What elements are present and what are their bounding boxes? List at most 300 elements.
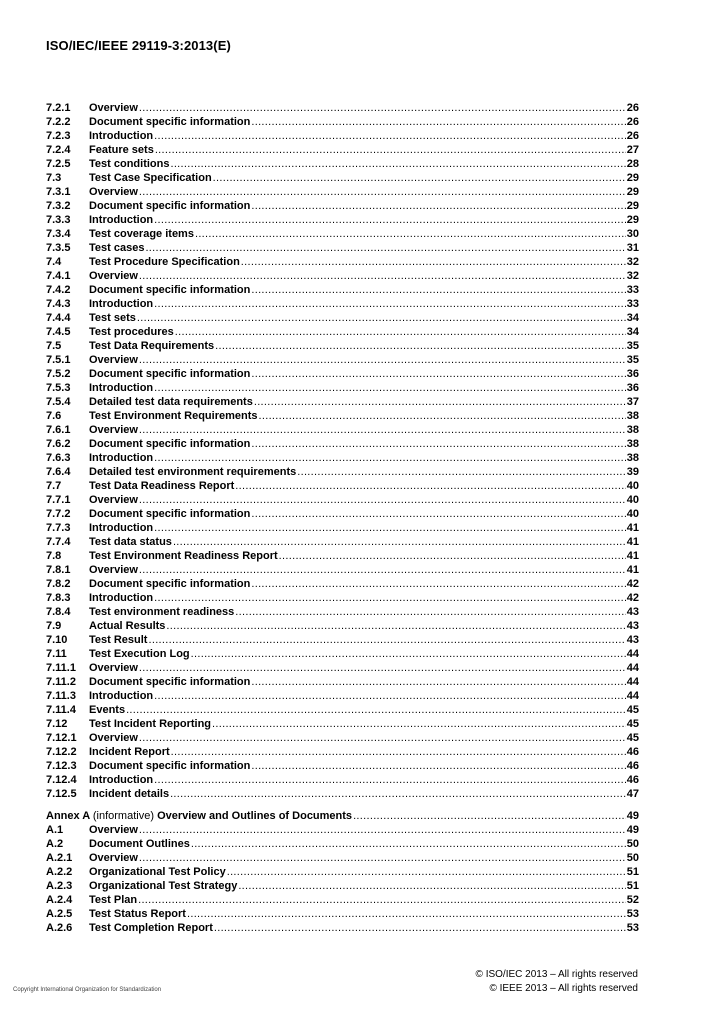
toc-entry-page-number: 29 [626, 172, 639, 184]
toc-entry[interactable] [46, 717, 639, 731]
toc-entry-page-number: 43 [626, 606, 639, 618]
toc-entry-title: Organizational Test Policy [89, 866, 226, 878]
toc-leader-dots [155, 143, 626, 157]
toc-leader-dots [235, 605, 625, 619]
toc-entry-number: 7.5.2 [46, 368, 71, 380]
toc-leader-dots [148, 633, 625, 647]
toc-entry[interactable] [46, 129, 639, 143]
toc-leader-dots [138, 893, 626, 907]
annex-title: Overview and Outlines of Documents [157, 810, 353, 822]
toc-entry[interactable] [46, 563, 639, 577]
toc-entry-page-number: 46 [626, 746, 639, 758]
toc-leader-dots [126, 703, 626, 717]
toc-entry-page-number: 42 [626, 592, 639, 604]
toc-entry-page-number: 51 [626, 866, 639, 878]
toc-entry[interactable] [46, 255, 639, 269]
toc-entry[interactable] [46, 311, 639, 325]
toc-leader-dots [154, 591, 626, 605]
toc-entry-number: 7.2.4 [46, 144, 71, 156]
toc-leader-dots [139, 353, 626, 367]
toc-leader-dots [251, 577, 625, 591]
toc-entry-number: 7.8 [46, 550, 62, 562]
toc-entry[interactable] [46, 703, 639, 717]
toc-entry-title: Test Completion Report [89, 922, 213, 934]
toc-entry-number: 7.12.2 [46, 746, 77, 758]
toc-entry-number: 7.12.1 [46, 732, 77, 744]
toc-entry-title: Test Environment Readiness Report [89, 550, 278, 562]
toc-entry-title: Test environment readiness [89, 606, 235, 618]
toc-entry-page-number: 44 [626, 648, 639, 660]
toc-entry[interactable] [46, 619, 639, 633]
toc-leader-dots [227, 865, 626, 879]
toc-entry-title: Introduction [89, 452, 154, 464]
toc-entry-title: Document specific information [89, 200, 251, 212]
toc-entry-page-number: 26 [626, 102, 639, 114]
toc-entry[interactable] [46, 227, 639, 241]
toc-entry-number: 7.11 [46, 648, 67, 660]
toc-entry-number: A.2 [46, 838, 64, 850]
toc-leader-dots [170, 157, 625, 171]
toc-leader-dots [191, 647, 626, 661]
toc-entry-number: 7.3.1 [46, 186, 71, 198]
toc-entry[interactable] [46, 605, 639, 619]
toc-entry-number: 7.12 [46, 718, 68, 730]
toc-entry-number: 7.3.5 [46, 242, 71, 254]
toc-entry-page-number: 38 [626, 424, 639, 436]
toc-entry-page-number: 40 [626, 494, 639, 506]
toc-leader-dots [154, 297, 626, 311]
toc-entry-title: Overview [89, 824, 138, 836]
toc-leader-dots [215, 339, 626, 353]
toc-entry-page-number: 53 [626, 908, 639, 920]
toc-entry-page-number: 26 [626, 116, 639, 128]
toc-entry-title: Document specific information [89, 508, 251, 520]
toc-entry-title: Introduction [89, 214, 154, 226]
toc-entry-number: A.1 [46, 824, 64, 836]
toc-entry-title: Test data status [89, 536, 172, 548]
toc-entry-number: 7.4.1 [46, 270, 71, 282]
toc-entry-page-number: 41 [626, 564, 639, 576]
toc-entry-number: 7.8.1 [46, 564, 71, 576]
toc-entry-number: 7.5.1 [46, 354, 71, 366]
toc-entry-number: 7.2.5 [46, 158, 71, 170]
toc-entry[interactable] [46, 689, 639, 703]
toc-entry-page-number: 33 [626, 284, 639, 296]
toc-entry-title: Overview [89, 732, 138, 744]
toc-entry-number: A.2.5 [46, 908, 73, 920]
toc-entry-number: A.2.2 [46, 866, 73, 878]
toc-entry-page-number: 51 [626, 880, 639, 892]
toc-entry-page-number: 47 [626, 788, 639, 800]
toc-leader-dots [154, 129, 626, 143]
toc-entry-title: Test Status Report [89, 908, 186, 920]
toc-entry-page-number: 44 [626, 676, 639, 688]
toc-leader-dots [251, 759, 625, 773]
toc-entry-page-number: 45 [626, 704, 639, 716]
toc-entry-page-number: 49 [626, 824, 639, 836]
annex-informative-tag: (informative) [92, 810, 154, 822]
toc-leader-dots [139, 493, 626, 507]
toc-entry[interactable] [46, 493, 639, 507]
toc-entry-title: Document specific information [89, 116, 251, 128]
toc-entry-title: Test Execution Log [89, 648, 190, 660]
toc-entry-title: Test coverage items [89, 228, 194, 240]
toc-leader-dots [259, 409, 626, 423]
toc-entry-title: Test Result [89, 634, 148, 646]
toc-leader-dots [139, 851, 626, 865]
document-header-title: ISO/IEC/IEEE 29119-3:2013(E) [46, 38, 231, 53]
toc-entry[interactable] [46, 591, 639, 605]
toc-entry[interactable] [46, 451, 639, 465]
toc-entry-page-number: 36 [626, 382, 639, 394]
toc-leader-dots [212, 717, 626, 731]
toc-entry-title: Introduction [89, 522, 154, 534]
toc-leader-dots [235, 479, 625, 493]
toc-entry-page-number: 53 [626, 922, 639, 934]
toc-entry-title: Overview [89, 186, 138, 198]
toc-entry[interactable] [46, 549, 639, 563]
toc-entry[interactable] [46, 423, 639, 437]
toc-entry-number: 7.11.3 [46, 690, 76, 702]
toc-entry[interactable] [46, 325, 639, 339]
toc-entry[interactable] [46, 731, 639, 745]
footer-ieee-copyright: © IEEE 2013 – All rights reserved [489, 983, 638, 994]
toc-entry-number: 7.3.4 [46, 228, 71, 240]
toc-entry-title: Overview [89, 662, 138, 674]
toc-entry-title: Overview [89, 354, 138, 366]
toc-entry[interactable] [46, 437, 639, 451]
toc-entry-number: 7.6 [46, 410, 62, 422]
toc-entry-number: 7.3.3 [46, 214, 71, 226]
toc-entry-page-number: 34 [626, 326, 639, 338]
toc-entry-page-number: 42 [626, 578, 639, 590]
toc-entry[interactable] [46, 745, 639, 759]
toc-entry-page-number: 43 [626, 620, 639, 632]
toc-entry-title: Overview [89, 564, 138, 576]
toc-entry-title: Actual Results [89, 620, 166, 632]
toc-entry-number: 7.12.4 [46, 774, 77, 786]
toc-entry-page-number: 36 [626, 368, 639, 380]
toc-entry[interactable] [46, 241, 639, 255]
toc-entry[interactable] [46, 115, 639, 129]
toc-entry-page-number: 31 [626, 242, 639, 254]
toc-leader-dots [279, 549, 626, 563]
toc-entry-title: Test Incident Reporting [89, 718, 212, 730]
toc-entry-number: 7.4 [46, 256, 62, 268]
toc-entry-title: Organizational Test Strategy [89, 880, 238, 892]
toc-entry[interactable] [46, 759, 639, 773]
toc-entry-number: 7.7.4 [46, 536, 71, 548]
toc-entry-page-number: 39 [626, 466, 639, 478]
toc-entry[interactable] [46, 675, 639, 689]
toc-entry[interactable] [46, 353, 639, 367]
toc-leader-dots [166, 619, 625, 633]
toc-entry-page-number: 44 [626, 690, 639, 702]
toc-entry-page-number: 50 [626, 838, 639, 850]
toc-entry-number: 7.11.2 [46, 676, 76, 688]
toc-entry-number: 7.4.4 [46, 312, 71, 324]
toc-entry-number: 7.5.3 [46, 382, 71, 394]
toc-entry-page-number: 52 [626, 894, 639, 906]
toc-entry-title: Test sets [89, 312, 136, 324]
toc-entry[interactable] [46, 479, 639, 493]
toc-entry-page-number: 32 [626, 270, 639, 282]
toc-entry-page-number: 45 [626, 718, 639, 730]
toc-entry-number: A.2.6 [46, 922, 73, 934]
toc-entry[interactable] [46, 907, 639, 921]
toc-leader-dots [154, 521, 626, 535]
toc-leader-dots [251, 283, 625, 297]
toc-entry[interactable] [46, 647, 639, 661]
toc-leader-dots [154, 773, 626, 787]
toc-entry-title: Test Data Readiness Report [89, 480, 235, 492]
toc-entry-number: 7.8.2 [46, 578, 71, 590]
toc-leader-dots [171, 745, 626, 759]
toc-leader-dots [139, 185, 626, 199]
toc-leader-dots [251, 367, 625, 381]
toc-entry[interactable] [46, 823, 639, 837]
toc-entry[interactable] [46, 879, 639, 893]
toc-leader-dots [297, 465, 626, 479]
toc-entry-page-number: 46 [626, 760, 639, 772]
annex-label: Annex A [46, 810, 90, 822]
toc-entry-page-number: 40 [626, 508, 639, 520]
toc-entry-title: Document specific information [89, 368, 251, 380]
toc-entry[interactable] [46, 213, 639, 227]
toc-entry-title: Introduction [89, 130, 154, 142]
footer-copyright-notice: Copyright International Organization for Standardization [13, 987, 162, 993]
toc-entry[interactable] [46, 101, 639, 115]
toc-entry-title: Overview [89, 494, 138, 506]
toc-entry-number: 7.6.2 [46, 438, 71, 450]
toc-leader-dots [241, 255, 626, 269]
toc-leader-dots [251, 507, 625, 521]
toc-entry[interactable] [46, 157, 639, 171]
footer-iso-copyright: © ISO/IEC 2013 – All rights reserved [475, 969, 638, 980]
toc-entry[interactable] [46, 143, 639, 157]
toc-entry[interactable] [46, 199, 639, 213]
toc-leader-dots [154, 451, 626, 465]
toc-entry-number: 7.12.3 [46, 760, 77, 772]
toc-entry[interactable] [46, 367, 639, 381]
toc-entry-number: 7.12.5 [46, 788, 77, 800]
toc-entry-title: Overview [89, 102, 138, 114]
toc-entry-number: A.2.4 [46, 894, 73, 906]
toc-entry-page-number: 40 [626, 480, 639, 492]
toc-entry-number: A.2.1 [46, 852, 73, 864]
toc-entry-number: 7.2.1 [46, 102, 71, 114]
toc-leader-dots [195, 227, 626, 241]
toc-entry-title: Document Outlines [89, 838, 190, 850]
toc-entry-page-number: 32 [626, 256, 639, 268]
toc-entry-number: 7.5.4 [46, 396, 71, 408]
toc-entry-title: Incident details [89, 788, 170, 800]
toc-entry-title: Introduction [89, 774, 154, 786]
toc-leader-dots [173, 535, 626, 549]
toc-entry[interactable] [46, 465, 639, 479]
toc-entry-title: Events [89, 704, 126, 716]
toc-leader-dots [353, 809, 626, 823]
toc-entry[interactable] [46, 409, 639, 423]
toc-annex-entry[interactable] [46, 809, 639, 823]
toc-entry[interactable] [46, 837, 639, 851]
toc-entry-page-number: 50 [626, 852, 639, 864]
toc-entry-number: A.2.3 [46, 880, 73, 892]
toc-leader-dots [170, 787, 626, 801]
toc-entry-page-number: 49 [626, 810, 639, 822]
toc-entry[interactable] [46, 535, 639, 549]
toc-entry-page-number: 41 [626, 522, 639, 534]
toc-leader-dots [139, 269, 626, 283]
toc-entry-page-number: 29 [626, 200, 639, 212]
toc-leader-dots [251, 199, 625, 213]
toc-entry-page-number: 28 [626, 158, 639, 170]
toc-entry-title: Introduction [89, 382, 154, 394]
toc-entry-number: 7.7.3 [46, 522, 71, 534]
toc-entry-number: 7.6.3 [46, 452, 71, 464]
toc-leader-dots [187, 907, 626, 921]
toc-entry-number: 7.3 [46, 172, 62, 184]
toc-leader-dots [139, 661, 626, 675]
toc-entry-number: 7.6.1 [46, 424, 71, 436]
toc-entry-number: 7.2.3 [46, 130, 71, 142]
toc-entry-number: 7.10 [46, 634, 68, 646]
toc-entry[interactable] [46, 851, 639, 865]
toc-entry-page-number: 45 [626, 732, 639, 744]
toc-entry-page-number: 38 [626, 452, 639, 464]
toc-entry-page-number: 38 [626, 410, 639, 422]
toc-annex-heading [46, 809, 352, 823]
toc-entry-number: 7.9 [46, 620, 62, 632]
toc-entry-title: Introduction [89, 298, 154, 310]
toc-entry[interactable] [46, 921, 639, 935]
toc-entry[interactable] [46, 395, 639, 409]
toc-entry-number: 7.6.4 [46, 466, 71, 478]
toc-entry-number: 7.2.2 [46, 116, 71, 128]
toc-leader-dots [154, 381, 626, 395]
toc-entry[interactable] [46, 507, 639, 521]
toc-entry-title: Document specific information [89, 578, 251, 590]
toc-entry-page-number: 26 [626, 130, 639, 142]
toc-entry-page-number: 46 [626, 774, 639, 786]
toc-entry-title: Overview [89, 852, 138, 864]
toc-entry-title: Document specific information [89, 284, 251, 296]
toc-entry-title: Feature sets [89, 144, 154, 156]
toc-entry-number: 7.7 [46, 480, 62, 492]
toc-entry-number: 7.8.4 [46, 606, 71, 618]
toc-entry[interactable] [46, 283, 639, 297]
toc-leader-dots [154, 213, 626, 227]
toc-entry-number: 7.11.4 [46, 704, 76, 716]
toc-entry-title: Test Procedure Specification [89, 256, 240, 268]
toc-leader-dots [139, 423, 626, 437]
toc-entry-title: Test conditions [89, 158, 170, 170]
toc-leader-dots [175, 325, 626, 339]
toc-entry-page-number: 30 [626, 228, 639, 240]
toc-entry-title: Document specific information [89, 760, 251, 772]
toc-entry-number: 7.3.2 [46, 200, 71, 212]
toc-entry[interactable] [46, 185, 639, 199]
toc-entry[interactable] [46, 339, 639, 353]
toc-entry-title: Test procedures [89, 326, 174, 338]
table-of-contents [46, 101, 639, 935]
toc-entry-title: Test Data Requirements [89, 340, 215, 352]
toc-entry[interactable] [46, 893, 639, 907]
toc-leader-dots [254, 395, 626, 409]
toc-entry-title: Test Plan [89, 894, 138, 906]
toc-leader-dots [191, 837, 626, 851]
toc-entry[interactable] [46, 773, 639, 787]
toc-entry-number: 7.5 [46, 340, 62, 352]
toc-entry-page-number: 43 [626, 634, 639, 646]
toc-leader-dots [238, 879, 625, 893]
toc-entry-page-number: 41 [626, 536, 639, 548]
toc-leader-dots [154, 689, 626, 703]
toc-entry-title: Introduction [89, 592, 154, 604]
toc-entry-number: 7.7.1 [46, 494, 71, 506]
toc-entry-title: Test Case Specification [89, 172, 212, 184]
toc-entry[interactable] [46, 171, 639, 185]
toc-entry-page-number: 29 [626, 214, 639, 226]
toc-entry-title: Test cases [89, 242, 145, 254]
toc-entry-number: 7.7.2 [46, 508, 71, 520]
toc-entry[interactable] [46, 297, 639, 311]
toc-entry-page-number: 35 [626, 354, 639, 366]
toc-entry-title: Test Environment Requirements [89, 410, 258, 422]
toc-leader-dots [139, 731, 626, 745]
toc-entry-page-number: 38 [626, 438, 639, 450]
toc-entry-title: Overview [89, 270, 138, 282]
toc-entry-number: 7.4.3 [46, 298, 71, 310]
toc-entry-title: Detailed test data requirements [89, 396, 253, 408]
toc-leader-dots [251, 675, 625, 689]
toc-entry-number: 7.8.3 [46, 592, 71, 604]
toc-entry-page-number: 34 [626, 312, 639, 324]
toc-leader-dots [139, 101, 626, 115]
toc-entry-title: Detailed test environment requirements [89, 466, 297, 478]
toc-leader-dots [213, 171, 626, 185]
toc-leader-dots [214, 921, 626, 935]
toc-entry-number: 7.4.5 [46, 326, 71, 338]
toc-entry-number: 7.4.2 [46, 284, 71, 296]
toc-entry-page-number: 37 [626, 396, 639, 408]
toc-entry-page-number: 27 [626, 144, 639, 156]
toc-entry-page-number: 33 [626, 298, 639, 310]
toc-leader-dots [139, 823, 626, 837]
toc-entry[interactable] [46, 577, 639, 591]
toc-leader-dots [251, 437, 625, 451]
toc-entry[interactable] [46, 521, 639, 535]
toc-leader-dots [145, 241, 625, 255]
toc-entry-title: Document specific information [89, 676, 251, 688]
toc-leader-dots [251, 115, 625, 129]
toc-entry-page-number: 41 [626, 550, 639, 562]
toc-entry[interactable] [46, 269, 639, 283]
toc-entry-title: Introduction [89, 690, 154, 702]
toc-entry[interactable] [46, 787, 639, 801]
toc-entry[interactable] [46, 381, 639, 395]
toc-entry-number: 7.11.1 [46, 662, 76, 674]
toc-leader-dots [139, 563, 626, 577]
toc-entry-title: Overview [89, 424, 138, 436]
toc-entry-page-number: 35 [626, 340, 639, 352]
toc-entry-page-number: 29 [626, 186, 639, 198]
toc-entry[interactable] [46, 865, 639, 879]
toc-entry[interactable] [46, 633, 639, 647]
toc-leader-dots [137, 311, 626, 325]
toc-entry[interactable] [46, 661, 639, 675]
toc-entry-title: Incident Report [89, 746, 170, 758]
